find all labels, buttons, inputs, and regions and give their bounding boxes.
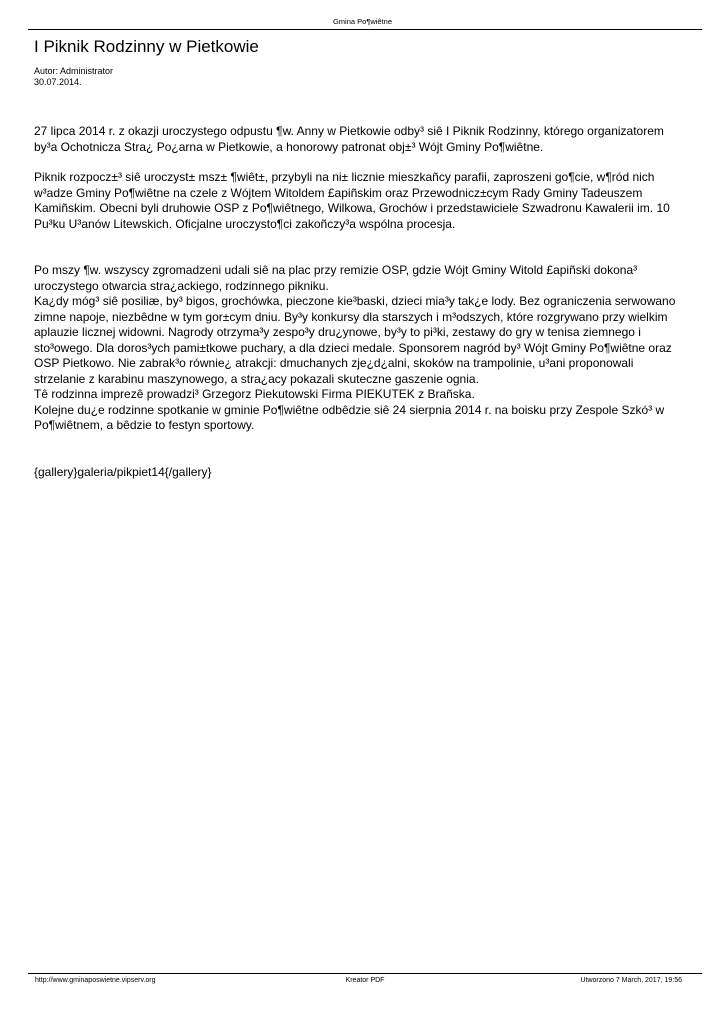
text-line: OSP Pietkowo. Nie zabrak³o równie¿ atrakcji: dmuchanych zje¿d¿alni, skoków na trampolinie, u³ani proponowali [34,356,634,370]
text-line: Po¶wiêtnem, a bêdzie to festyn sportowy. [34,418,255,432]
site-name: Gmina Po¶wiêtne [332,17,393,26]
text-line: Po mszy ¶w. wszyscy zgromadzeni udali siê na plac przy remizie OSP, gdzie Wójt Gminy Witold £apiñski dokona³ [34,263,638,277]
footer-url: http://www.gminaposwietne.vipserv.org [35,977,156,984]
text-line: sto³owego. Dla doros³ych pami±tkowe puchary, a dla dzieci medale. Sponsorem nagród by³ Wójt Gminy Po¶wiêtne oraz [34,340,672,355]
text-line: Piknik rozpocz±³ siê uroczyst± msz± ¶wiêt±, przybyli na ni± licznie mieszkañcy parafii, zaproszeni go¶cie, w¶ród nich [34,170,655,184]
text-line: w³adze Gminy Po¶wiêtne na czele z Wójtem Witoldem £apiñskim oraz Przewodnicz±cym Rady Gminy Tadeuszem [34,185,643,200]
text-line: Ka¿dy móg³ siê posiliæ, by³ bigos, grochówka, pieczone kie³baski, dzieci mia³y tak¿e lody. Bez ograniczenia serwowano [34,294,676,308]
header-divider [28,29,702,30]
paragraph-picnic [34,263,704,434]
footer-created-date: Utworzono 7 March, 2017, 19:56 [580,977,682,984]
text-line: aplauzie licznej widowni. Nagrody otrzyma³y zespo³y dru¿ynowe, by³y to pi³ki, zestawy do gry w tenisa ziemnego i [34,325,641,339]
text-line: zimne napoje, niezbêdne w tym gor±cym dniu. By³y konkursy dla starszych i m³odszych, które rozgrywano przy wielkim [34,309,668,324]
article-title: I Piknik Rodzinny w Pietkowie [34,37,259,56]
text-line: strzelanie z karabinu maszynowego, a stra¿acy pokazali skuteczne gaszenie ognia. [34,371,479,386]
text-line: Kamiñskim. Obecni byli druhowie OSP z Po¶wiêtnego, Wilkowa, Grochów i przedstawiciele Szwadronu Kawalerii im. 10 [34,201,670,215]
paragraph-mass [34,170,704,232]
footer-divider [28,973,702,974]
page-footer [28,976,702,986]
author-line: Autor: Administrator [34,66,114,76]
text-line: uroczystego otwarcia stra¿ackiego, rodzinnego pikniku. [34,278,329,293]
page-header [0,17,725,26]
article-body [34,124,704,480]
article-meta [34,66,113,88]
text-line: Kolejne du¿e rodzinne spotkanie w gminie Po¶wiêtne odbêdzie siê 24 sierpnia 2014 r. na boisku przy Zespole Szkó³ w [34,402,665,417]
publish-date: 30.07.2014. [34,77,82,87]
text-line: 27 lipca 2014 r. z okazji uroczystego odpustu ¶w. Anny w Pietkowie odby³ siê I Piknik Rodzinny, którego organizatorem [34,124,664,138]
paragraph-intro [34,124,704,155]
text-line: by³a Ochotnicza Stra¿ Po¿arna w Pietkowie, a honorowy patronat obj±³ Wójt Gminy Po¶wiêtne. [34,139,544,154]
text-line: Tê rodzinna imprezê prowadzi³ Grzegorz Piekutowski Firma PIEKUTEK z Brañska. [34,387,475,401]
gallery-placeholder [34,465,704,481]
text-line: Pu³ku U³anów Litewskich. Oficjalne uroczysto¶ci zakoñczy³a wspólna procesja. [34,216,456,231]
footer-generator: Kreator PDF [345,977,385,984]
gallery-tag-text: {gallery}galeria/pikpiet14{/gallery} [34,464,212,479]
